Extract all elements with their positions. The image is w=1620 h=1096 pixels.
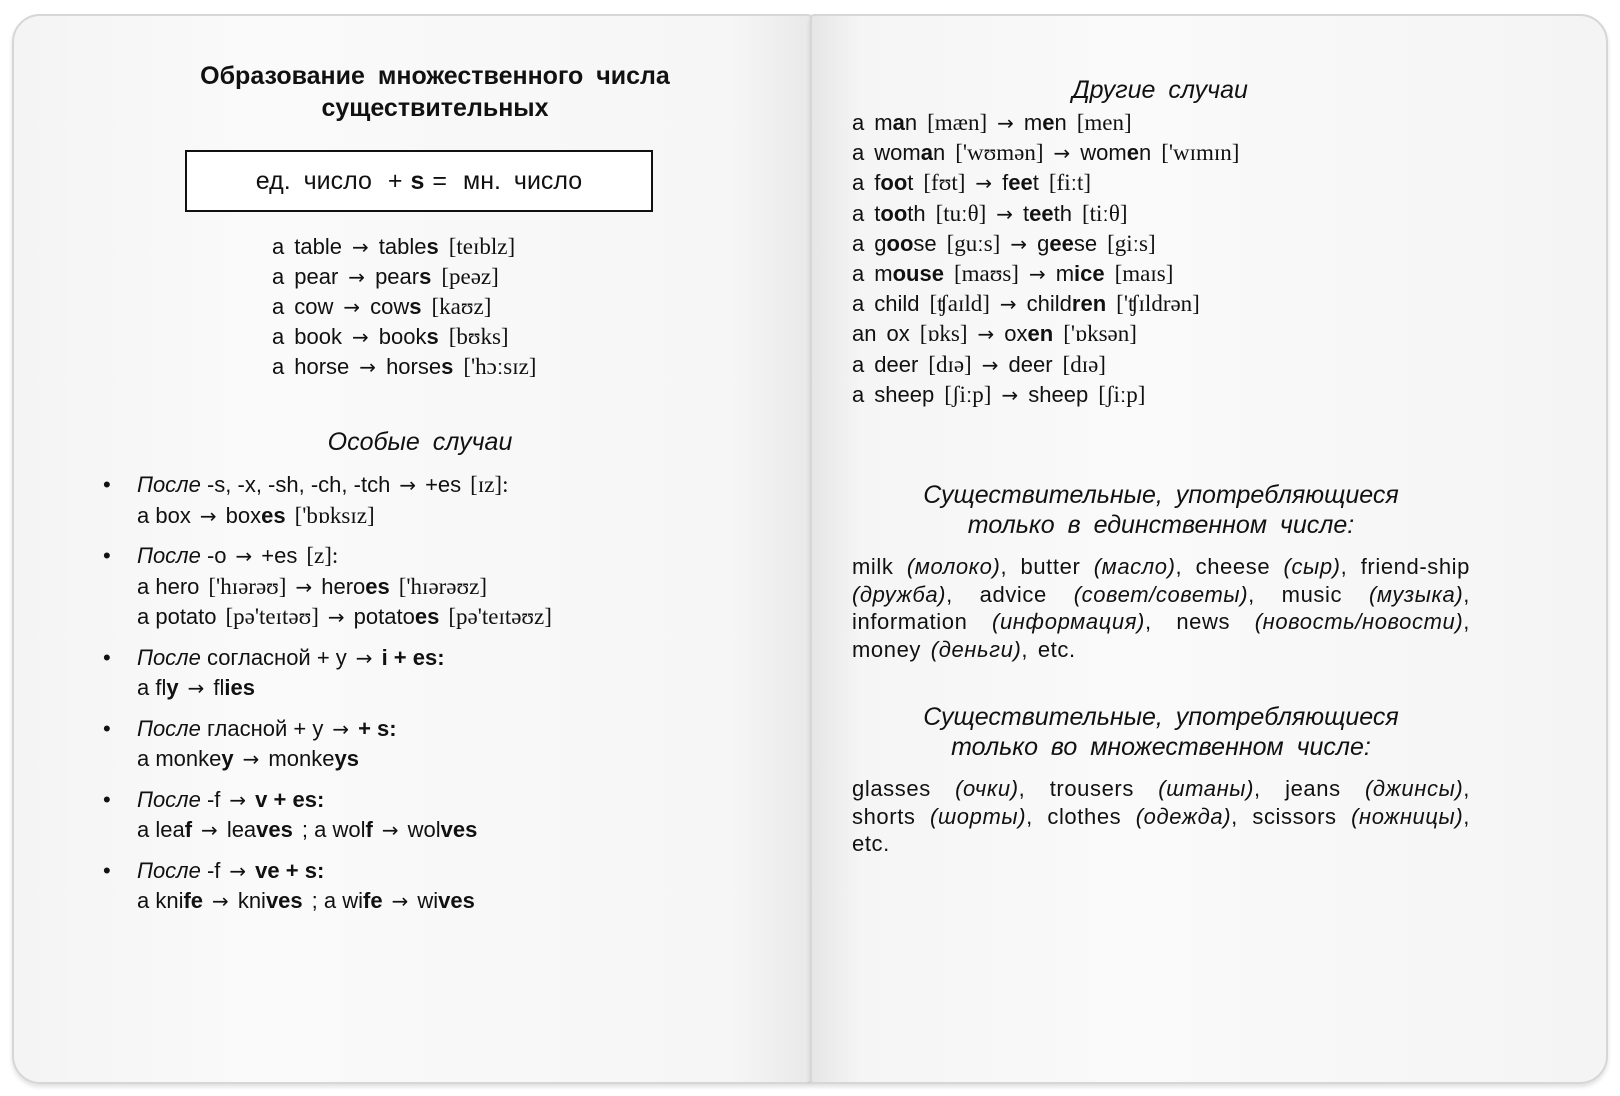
result: i + es: (381, 644, 445, 670)
rule-item (95, 541, 735, 633)
rule-item (95, 643, 735, 704)
rule-example (137, 886, 735, 917)
plural-suffix: es (261, 502, 286, 528)
transcription: [men] (1076, 110, 1132, 135)
plural-heading-line2: только во множественном числе: (951, 733, 1371, 761)
example-row (272, 232, 546, 262)
english-word: news (1176, 609, 1231, 634)
singular-word: a hero (137, 573, 200, 599)
transcription: [bʊks] (448, 324, 509, 349)
transcription: [kaʊz] (431, 294, 492, 319)
result: +es (425, 472, 462, 497)
result: v + es: (255, 786, 325, 812)
plural-word: monkeys (268, 746, 359, 771)
condition: -s, -x, -sh, -ch, -tch (206, 472, 391, 497)
bullet: • (103, 472, 111, 497)
arrow: → (351, 235, 369, 259)
plural-suffix: ves (256, 817, 293, 842)
english-word: information (852, 609, 968, 634)
singular-word: a knife (137, 888, 204, 913)
translation: (ножницы) (1351, 803, 1464, 829)
transcription: [guːs] (946, 230, 1001, 256)
after-word: После (137, 543, 201, 568)
arrow: → (1001, 382, 1019, 407)
singular-word: horse (294, 354, 350, 379)
article: a (852, 261, 865, 287)
plural-heading-line1: Существительные, употребляющиеся (923, 703, 1399, 731)
plural-suffix: ves (438, 888, 475, 913)
plural-word: feet (1002, 170, 1039, 196)
singular-word: ; a wife (311, 888, 383, 913)
formula-singular: ед. число (255, 166, 372, 195)
rule-condition (137, 470, 735, 501)
other-cases-heading: Другие случаи (1072, 76, 1248, 104)
singular-word: book (294, 324, 342, 349)
plural-suffix: ies (224, 675, 255, 700)
singular-word: child (874, 291, 920, 317)
transcription: [ʃiːp] (944, 381, 992, 407)
arrow: → (997, 111, 1014, 135)
arrow: → (351, 325, 369, 349)
rule-example (137, 673, 735, 704)
changed-letters: ee (1029, 200, 1054, 226)
plural-word: knives (237, 888, 303, 913)
formula-s: s (410, 166, 425, 195)
translation: (одежда) (1135, 803, 1232, 829)
result: +es (261, 543, 298, 568)
condition: гласной + y (206, 715, 324, 741)
plural-suffix: es (365, 573, 390, 599)
english-word: money (852, 636, 922, 662)
rule-example (137, 815, 735, 846)
plural-suffix: ys (334, 746, 359, 771)
singular-word: man (874, 110, 918, 135)
special-rules-list (95, 470, 735, 927)
arrow: → (229, 858, 247, 883)
plural-word: boxes (225, 502, 286, 528)
arrow: → (235, 544, 253, 568)
arrow: → (229, 787, 247, 812)
example-row (272, 262, 546, 292)
plural-word: pears (375, 264, 432, 289)
changed-letters: ren (1071, 291, 1107, 317)
after-word: После (137, 472, 201, 497)
irregular-row (852, 319, 1249, 349)
plural-word: horses (386, 354, 454, 379)
plural-word: deer (1008, 351, 1053, 377)
transcription: ['ʧɪldrən] (1116, 291, 1200, 317)
english-word: clothes (1047, 803, 1122, 829)
changed-letters: ee (1049, 230, 1074, 256)
transcription: [dɪə] (1062, 351, 1106, 377)
article: a (852, 110, 865, 135)
condition: -f (206, 857, 221, 883)
arrow: → (977, 322, 995, 347)
arrow: → (242, 747, 260, 771)
arrow: → (199, 503, 217, 528)
singular-word: tooth (874, 200, 926, 226)
transcription: [maɪs] (1114, 261, 1174, 287)
arrow: → (996, 201, 1014, 226)
bullet: • (103, 715, 111, 741)
english-word: trousers (1049, 776, 1134, 801)
english-word: advice (979, 581, 1047, 607)
changed-letters: e (1042, 110, 1055, 135)
result: + s: (358, 715, 397, 741)
plural-suffix: s (426, 324, 439, 349)
arrow: → (343, 295, 361, 319)
plural-word: women (1080, 140, 1152, 166)
changed-letters: ee (1008, 170, 1033, 196)
transcription: [maʊs] (953, 261, 1019, 287)
arrow: → (981, 352, 999, 377)
plural-only-heading (852, 702, 1470, 762)
regular-examples (272, 232, 546, 382)
after-word: После (137, 786, 201, 812)
plural-word: flies (213, 675, 255, 700)
transcription: ['hɪərəʊ] (208, 573, 287, 599)
irregular-row (852, 380, 1249, 410)
transcription: [ʧaɪld] (929, 291, 990, 317)
arrow: → (332, 716, 350, 741)
singular-heading-line1: Существительные, употребляющиеся (923, 481, 1399, 509)
ending: fe (363, 888, 383, 913)
bullet: • (103, 543, 111, 568)
english-word: butter (1020, 554, 1081, 579)
english-word: shorts (852, 803, 916, 829)
article: an (852, 321, 877, 347)
plural-word: wolves (407, 817, 478, 842)
plural-word: children (1026, 291, 1107, 317)
arrow: → (391, 889, 409, 913)
irregular-row (852, 138, 1249, 168)
arrow: → (201, 818, 218, 842)
translation: (очки) (955, 776, 1019, 801)
rule-example (137, 501, 735, 532)
arrow: → (399, 473, 417, 497)
translation: (молоко) (906, 554, 1001, 579)
article: a (272, 354, 285, 379)
ending: fe (183, 888, 204, 913)
plural-only-paragraph: glasses (очки), trousers (штаны), jeans (джинсы), shorts (шорты), clothes (одежда), scissors (ножницы), etc. (852, 776, 1470, 856)
transcription: [ɪz]: (470, 472, 509, 497)
arrow: → (1028, 262, 1046, 287)
plural-word: heroes (321, 573, 390, 599)
translation: (совет/советы) (1073, 581, 1249, 607)
plural-word: mice (1055, 261, 1105, 287)
transcription: ['wɪmɪn] (1161, 140, 1240, 166)
irregular-row (852, 168, 1249, 198)
transcription: [z]: (306, 543, 339, 568)
translation: (музыка) (1368, 581, 1464, 607)
transcription: [giːs] (1107, 230, 1156, 256)
plural-word: men (1023, 110, 1067, 135)
plural-word: potatoes (353, 604, 440, 629)
bullet: • (103, 857, 111, 883)
singular-word: sheep (874, 381, 935, 407)
changed-letters: ice (1074, 261, 1105, 287)
irregular-row (852, 289, 1249, 319)
transcription: [pə'teɪtəʊ] (225, 604, 319, 629)
translation: (шорты) (930, 803, 1027, 829)
transcription: ['ɒksən] (1063, 321, 1137, 347)
changed-letters: oo (880, 170, 908, 196)
plural-suffix: ves (440, 817, 478, 842)
plural-word: teeth (1023, 200, 1072, 226)
singular-only-paragraph: milk (молоко), butter (масло), cheese (сыр), friend-ship (дружба), advice (совет/советы), music (музыка), information (информация), news (новость/новости), money (деньги), etc. (852, 554, 1471, 662)
rule-condition (137, 541, 735, 572)
arrow: → (348, 265, 366, 289)
transcription: ['bɒksɪz] (294, 502, 375, 528)
ending: y (166, 675, 179, 700)
transcription: [fiːt] (1048, 170, 1092, 196)
rule-condition (137, 643, 735, 674)
arrow: → (295, 574, 313, 599)
irregular-row (852, 199, 1249, 229)
rule-condition (137, 785, 735, 816)
page-title: Образование множественного числа существительных (200, 62, 670, 122)
changed-letters: oo (880, 200, 908, 226)
transcription: [ɒks] (919, 321, 968, 347)
article: a (852, 230, 865, 256)
ending: y (221, 746, 234, 771)
translation: (деньги) (930, 636, 1022, 662)
translation: (новость/новости) (1254, 609, 1464, 634)
plural-suffix: es (414, 604, 440, 629)
example-row (272, 352, 546, 382)
after-word: После (137, 644, 201, 670)
english-word: music (1281, 581, 1343, 607)
english-word: scissors (1252, 803, 1337, 829)
translation: (масло) (1093, 554, 1176, 579)
transcription: [mæn] (927, 110, 988, 135)
etc: etc. (852, 831, 890, 856)
irregular-row (852, 108, 1249, 138)
translation: (информация) (992, 609, 1145, 634)
arrow: → (359, 355, 377, 379)
singular-word: cow (294, 294, 334, 319)
bullet: • (103, 644, 111, 670)
english-word: jeans (1285, 776, 1341, 801)
article: a (852, 381, 865, 407)
irregular-row (852, 259, 1249, 289)
singular-word: woman (874, 140, 946, 166)
plural-suffix: ves (265, 888, 303, 913)
result: ve + s: (255, 857, 325, 883)
article: a (272, 324, 285, 349)
singular-heading-line2: только в единственном числе: (967, 511, 1355, 539)
arrow: → (212, 889, 229, 913)
plural-suffix: s (419, 264, 432, 289)
irregular-row (852, 229, 1249, 259)
after-word: После (137, 715, 201, 741)
changed-letters: a (920, 140, 933, 166)
after-word: После (137, 857, 201, 883)
singular-word: table (294, 234, 342, 259)
plural-word: tables (378, 234, 439, 259)
changed-letters: en (1027, 321, 1054, 347)
singular-word: a fly (137, 675, 179, 700)
translation: (сыр) (1283, 554, 1341, 579)
singular-word: goose (874, 230, 937, 256)
transcription: [dɪə] (928, 351, 972, 377)
transcription: [ʃiːp] (1098, 381, 1146, 407)
etc: etc. (1037, 636, 1076, 662)
transcription: [tuːθ] (935, 200, 987, 226)
transcription: [tiːθ] (1081, 200, 1128, 226)
special-cases-heading: Особые случаи (327, 428, 513, 456)
rule-item (95, 714, 735, 775)
example-row (272, 292, 546, 322)
article: a (272, 234, 285, 259)
transcription: [pə'teɪtəʊz] (448, 604, 552, 629)
rule-item (95, 470, 735, 531)
plural-word: cows (370, 294, 422, 319)
irregular-list (852, 108, 1249, 410)
singular-word: foot (874, 170, 914, 196)
transcription: [peəz] (441, 264, 499, 289)
translation: (штаны) (1158, 776, 1255, 801)
transcription: [fʊt] (923, 170, 966, 196)
singular-word: pear (294, 264, 339, 289)
english-word: glasses (852, 776, 931, 801)
plural-formula-box (185, 150, 653, 212)
singular-word: a monkey (137, 746, 234, 771)
singular-word: deer (874, 351, 919, 377)
transcription: ['wʊmən] (955, 140, 1044, 166)
english-word: cheese (1195, 554, 1271, 579)
plural-word: leaves (226, 817, 293, 842)
rule-example (137, 602, 735, 633)
article: a (852, 291, 865, 317)
arrow: → (999, 292, 1017, 317)
plural-word: geese (1037, 230, 1098, 256)
plural-word: sheep (1028, 381, 1089, 407)
condition: -o (206, 543, 227, 568)
translation: (дружба) (852, 581, 947, 607)
singular-word: a box (137, 502, 191, 528)
arrow: → (1010, 231, 1028, 256)
article: a (272, 264, 285, 289)
formula-plus: + (387, 166, 403, 195)
article: a (852, 140, 865, 166)
singular-only-heading (852, 480, 1470, 540)
arrow: → (355, 645, 373, 670)
condition: -f (206, 786, 221, 812)
changed-letters: oo (886, 230, 914, 256)
plural-word: wives (417, 888, 475, 913)
article: a (852, 351, 865, 377)
plural-suffix: s (426, 234, 439, 259)
arrow: → (187, 676, 205, 700)
plural-suffix: s (441, 354, 454, 379)
plural-word: oxen (1004, 321, 1054, 347)
rule-item (95, 785, 735, 846)
example-row (272, 322, 546, 352)
rule-condition (137, 856, 735, 887)
rule-item (95, 856, 735, 917)
ending: f (184, 817, 193, 842)
bullet: • (103, 786, 111, 812)
condition: согласной + y (206, 644, 347, 670)
arrow: → (1053, 141, 1071, 166)
plural-word: books (378, 324, 439, 349)
formula-plural: мн. число (463, 166, 583, 195)
translation: (джинсы) (1365, 776, 1464, 801)
plural-suffix: s (409, 294, 422, 319)
english-word: friend-ship (1360, 554, 1471, 579)
ending: f (365, 817, 373, 842)
singular-word: ox (886, 321, 910, 347)
changed-letters: a (892, 110, 905, 135)
article: a (272, 294, 285, 319)
transcription: ['hɔːsɪz] (463, 354, 537, 379)
arrow: → (381, 818, 399, 842)
arrow: → (975, 171, 993, 196)
irregular-row (852, 350, 1249, 380)
singular-word: ; a wolf (301, 817, 373, 842)
article: a (852, 170, 865, 196)
changed-letters: ouse (892, 261, 944, 287)
rule-example (137, 744, 735, 775)
changed-letters: e (1126, 140, 1139, 166)
transcription: [teɪblz] (448, 234, 516, 259)
english-word: milk (852, 554, 894, 579)
rule-condition (137, 714, 735, 745)
article: a (852, 200, 865, 226)
singular-word: mouse (874, 261, 944, 287)
singular-word: a leaf (137, 817, 193, 842)
formula-equals: = (432, 166, 448, 195)
singular-word: a potato (137, 604, 217, 629)
rule-example (137, 572, 735, 603)
transcription: ['hɪərəʊz] (398, 573, 488, 599)
arrow: → (327, 605, 345, 629)
